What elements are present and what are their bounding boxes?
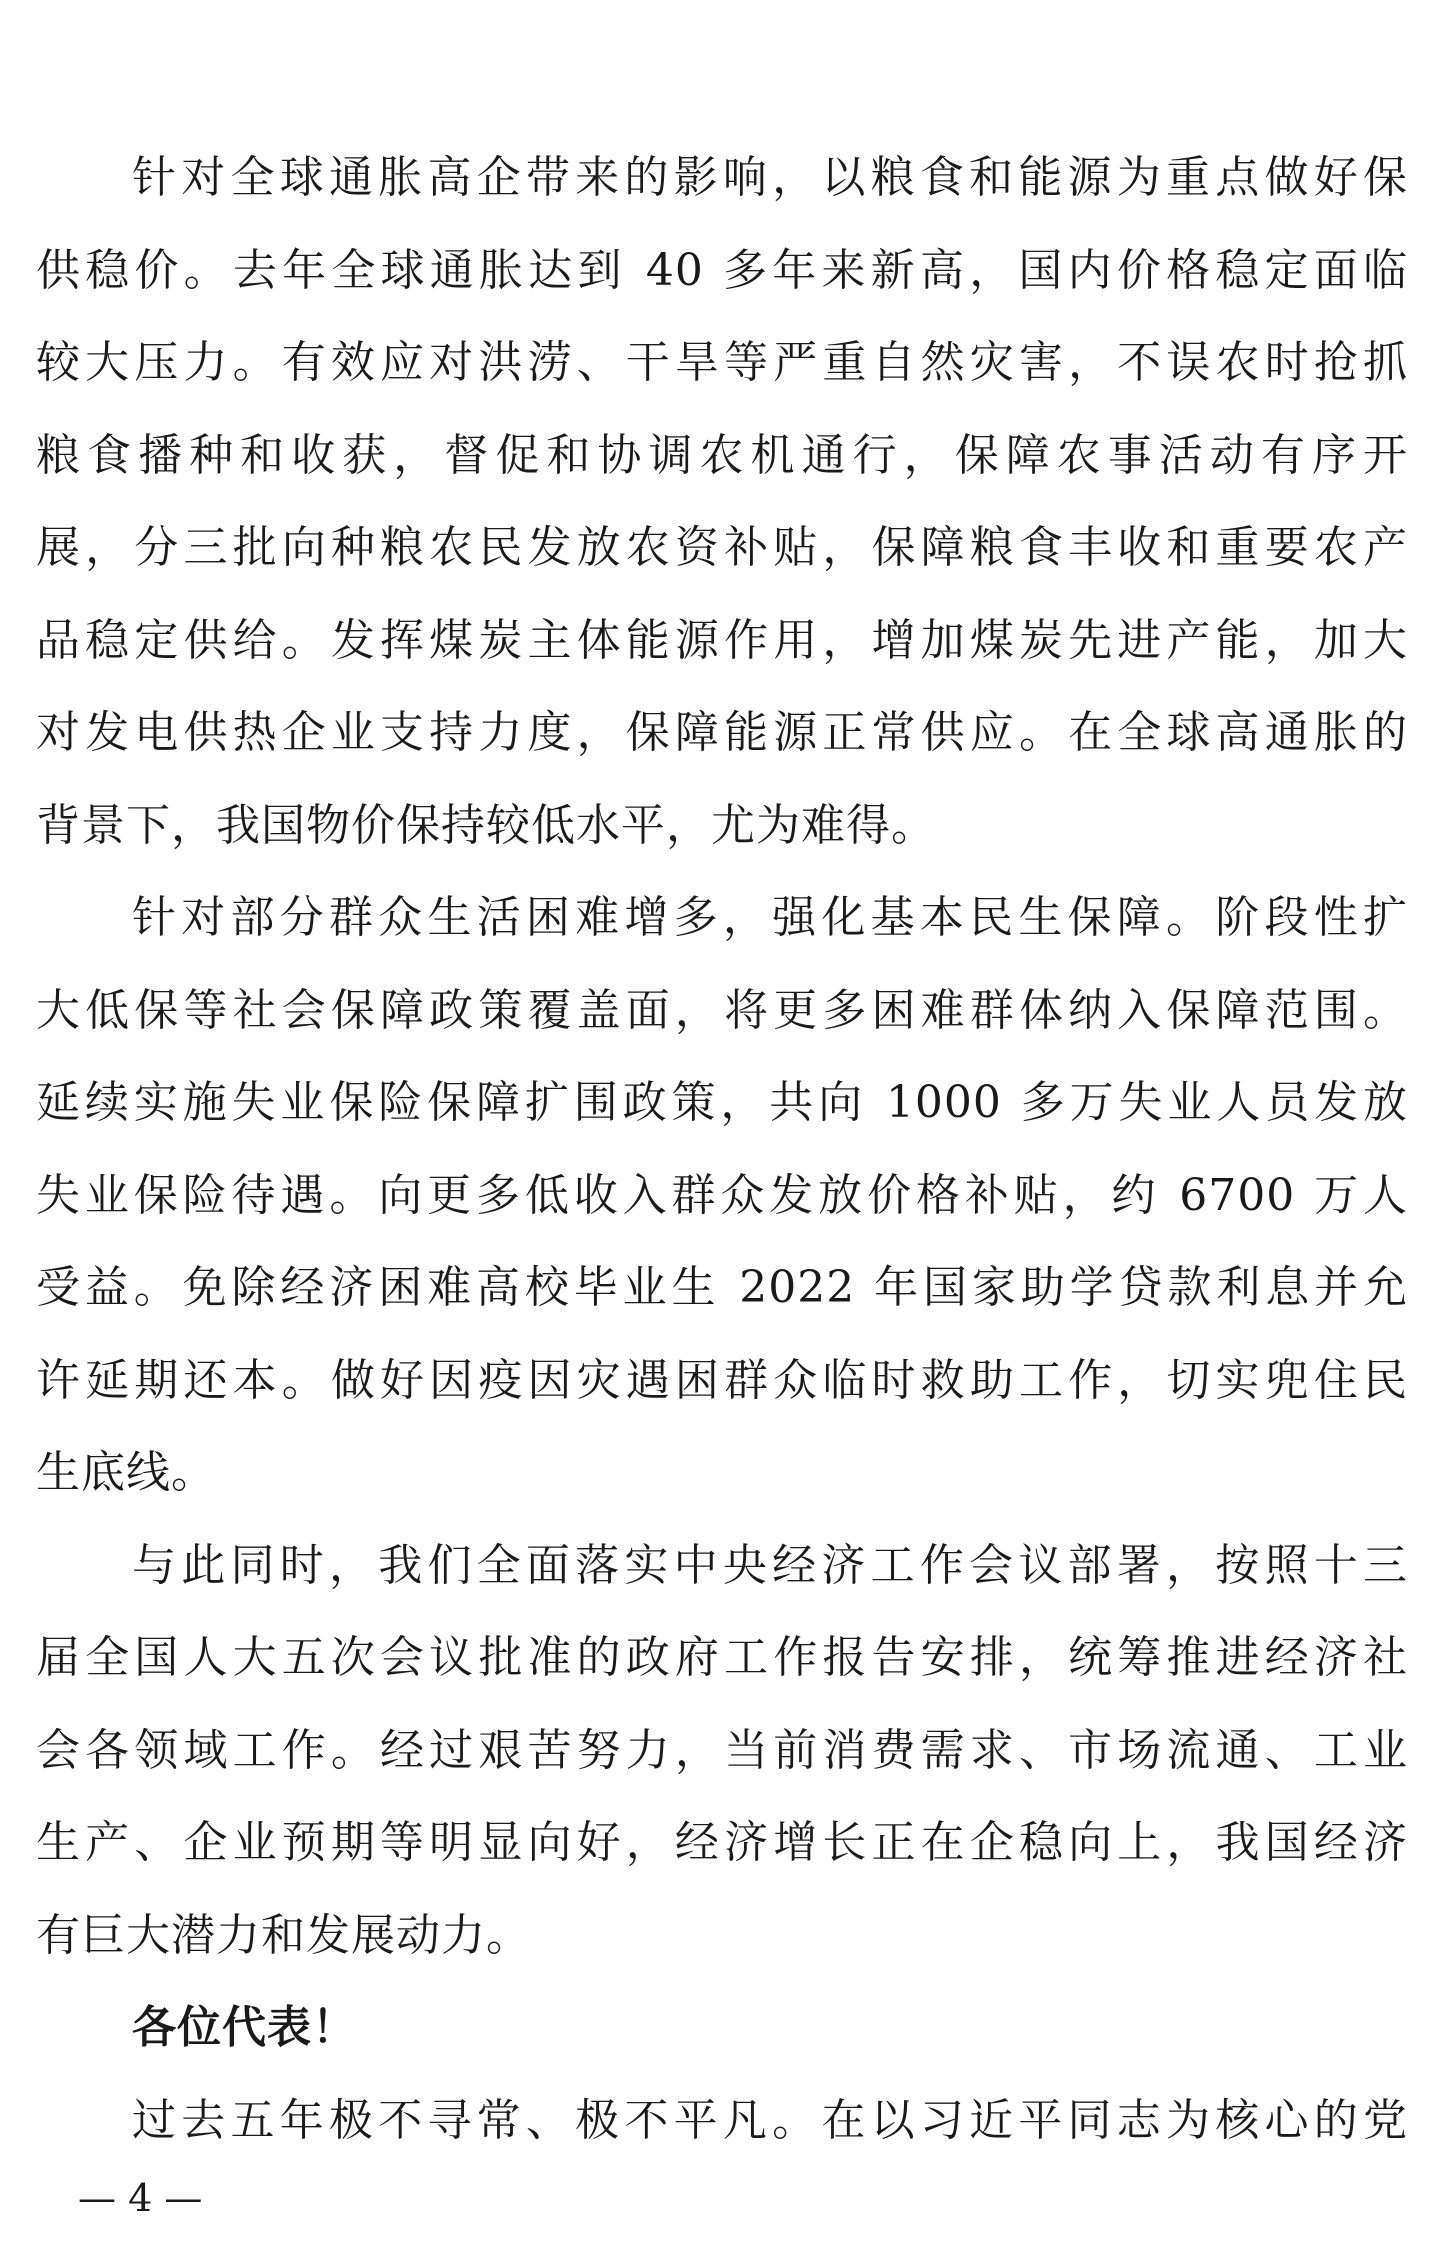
text-line: 延续实施失业保险保障扩围政策，共向 1000 多万失业人员发放	[36, 1077, 1408, 1128]
text-line: 许延期还本。做好因疫因灾遇困群众临时救助工作，切实兜住民	[36, 1354, 1408, 1406]
text-line: 过去五年极不寻常、极不平凡。在以习近平同志为核心的党	[132, 2094, 1408, 2146]
text-line: 受益。免除经济困难高校毕业生 2022 年国家助学贷款利息并允	[36, 1262, 1408, 1313]
section-heading	[36, 1982, 1408, 2075]
text-line: 供稳价。去年全球通胀达到 40 多年来新高，国内价格稳定面临	[36, 244, 1408, 296]
text-line: 较大压力。有效应对洪涝、干旱等严重自然灾害，不误农时抢抓	[36, 337, 1408, 388]
document-body	[36, 132, 1408, 2167]
page-number: — 4 —	[78, 2176, 203, 2220]
heading-text: 各位代表！	[132, 2002, 357, 2053]
text-line: 针对部分群众生活困难增多，强化基本民生保障。阶段性扩	[132, 892, 1408, 943]
text-line: 会各领域工作。经过艰苦努力，当前消费需求、市场流通、工业	[36, 1724, 1408, 1776]
paragraph-inflation	[36, 132, 1408, 872]
text-line: 届全国人大五次会议批准的政府工作报告安排，统筹推进经济社	[36, 1632, 1408, 1683]
text-line: 生底线。	[36, 1447, 216, 1498]
text-line: 与此同时，我们全面落实中央经济工作会议部署，按照十三	[132, 1539, 1408, 1591]
paragraph-livelihood	[36, 872, 1408, 1520]
text-line: 大低保等社会保障政策覆盖面，将更多困难群体纳入保障范围。	[36, 984, 1408, 1036]
text-line: 失业保险待遇。向更多低收入群众发放价格补贴，约 6700 万人	[36, 1169, 1408, 1221]
paragraph-five-years	[36, 2075, 1408, 2168]
text-line: 有巨大潜力和发展动力。	[36, 1909, 531, 1961]
text-line: 粮食播种和收获，督促和协调农机通行，保障农事活动有序开	[36, 429, 1408, 481]
text-line: 针对全球通胀高企带来的影响，以粮食和能源为重点做好保	[132, 152, 1408, 203]
text-line: 展，分三批向种粮农民发放农资补贴，保障粮食丰收和重要农产	[36, 522, 1408, 573]
paragraph-economic-work	[36, 1520, 1408, 1983]
text-line: 品稳定供给。发挥煤炭主体能源作用，增加煤炭先进产能，加大	[36, 614, 1408, 666]
text-line: 生产、企业预期等明显向好，经济增长正在企稳向上，我国经济	[36, 1817, 1408, 1868]
text-line: 背景下，我国物价保持较低水平，尤为难得。	[36, 799, 936, 851]
text-line: 对发电供热企业支持力度，保障能源正常供应。在全球高通胀的	[36, 707, 1408, 758]
